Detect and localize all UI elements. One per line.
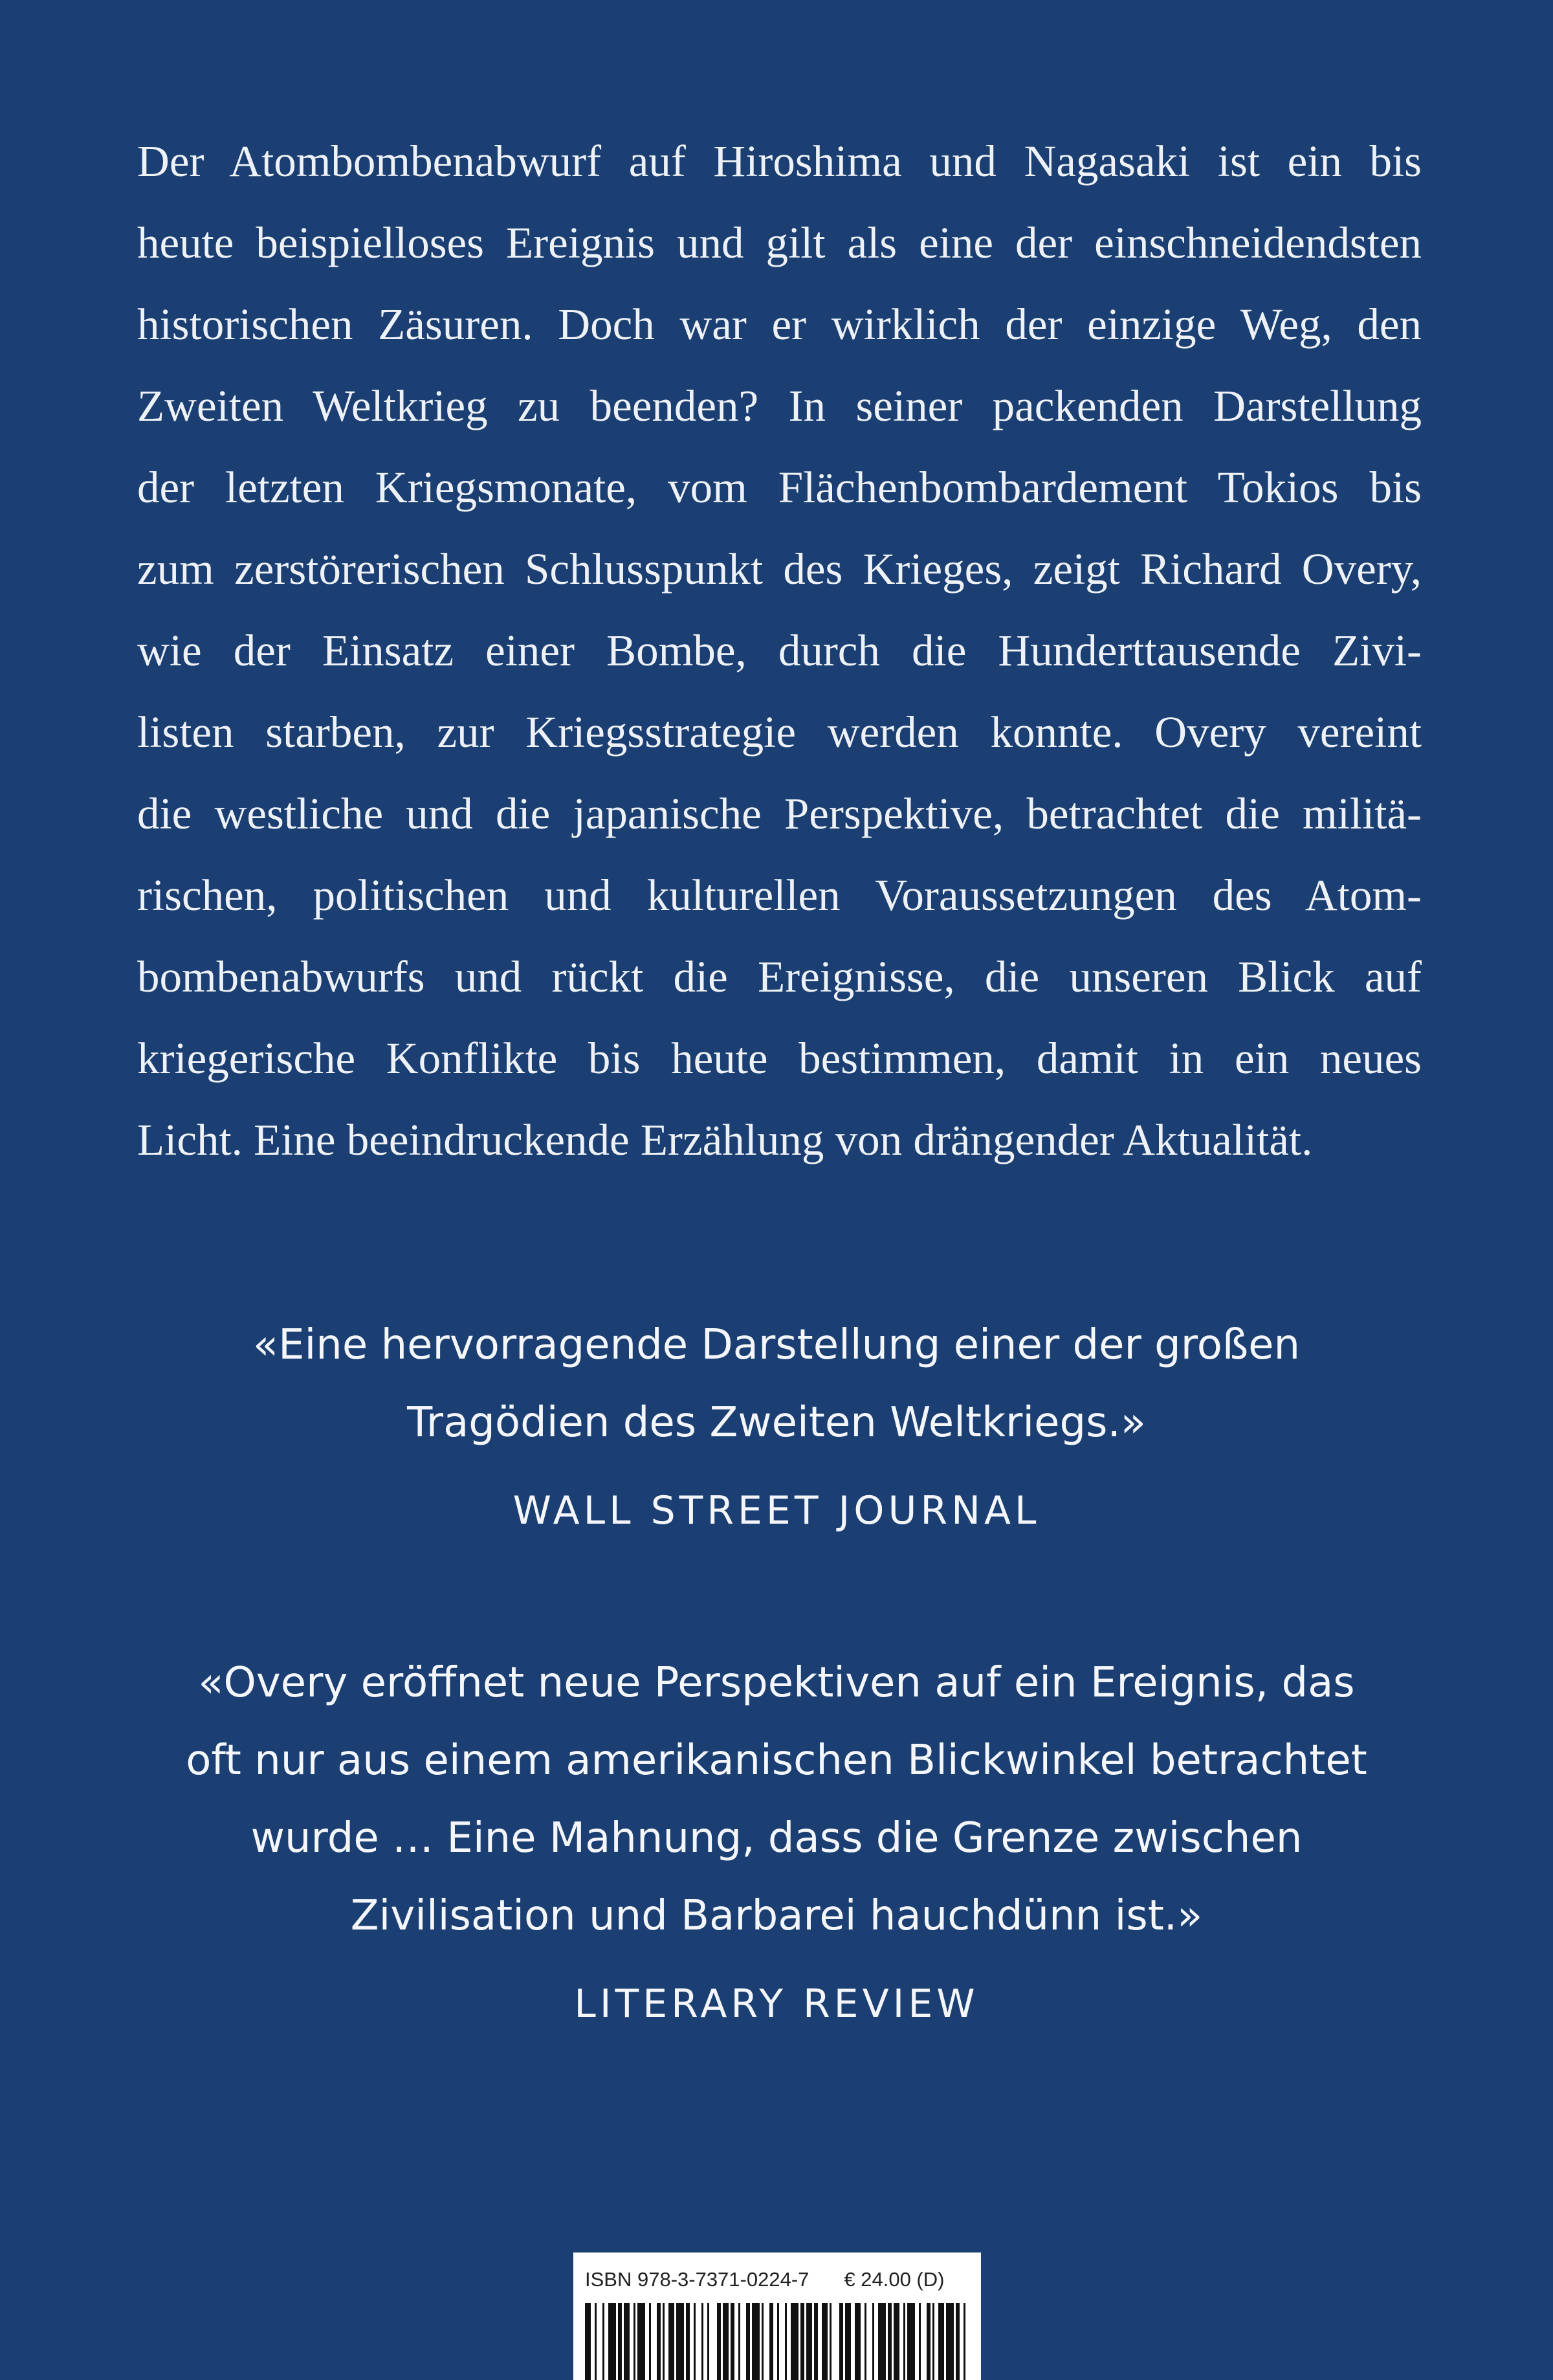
quote-line: «Eine hervorragende Darstellung einer der großen <box>252 1321 1301 1369</box>
blurb-line: historischen Zäsuren. Doch war er wirklich der einzige Weg, den <box>137 300 1422 349</box>
blurb-line: zum zerstörerischen Schlusspunkt des Krieges, zeigt Richard Overy, <box>137 544 1422 594</box>
blurb-line: Der Atombombenabwurf auf Hiroshima und Nagasaki ist ein bis <box>137 137 1422 186</box>
blurb-line: heute beispielloses Ereignis und gilt als eine der einschneidendsten <box>137 218 1422 267</box>
review-quote-literary-review <box>0 1644 1553 2030</box>
barcode-icon <box>585 2303 969 2380</box>
blurb-text <box>137 120 1422 1181</box>
blurb-line: die westliche und die japanische Perspektive, betrachtet die militä- <box>137 789 1422 838</box>
quote-source: WALL STREET JOURNAL <box>512 1488 1041 1533</box>
blurb-line: bombenabwurfs und rückt die Ereignisse, die unseren Blick auf <box>137 952 1422 1001</box>
isbn-line <box>585 2267 944 2293</box>
blurb-line: Zweiten Weltkrieg zu beenden? In seiner packenden Darstellung <box>137 381 1422 430</box>
blurb-line: rischen, politischen und kulturellen Voraussetzungen des Atom- <box>137 871 1422 920</box>
quote-line: oft nur aus einem amerikanischen Blickwinkel betrachtet <box>186 1737 1367 1785</box>
isbn-number: ISBN 978-3-7371-0224-7 <box>585 2268 810 2291</box>
quote-line: «Overy eröffnet neue Perspektiven auf ein Ereignis, das <box>198 1659 1355 1707</box>
quote-source: LITERARY REVIEW <box>574 1981 979 2027</box>
blurb-line: Licht. Eine beeindruckende Erzählung von drängender Aktualität. <box>137 1115 1313 1164</box>
review-quote-wsj <box>0 1306 1553 1537</box>
blurb-line: kriegerische Konflikte bis heute bestimmen, damit in ein neues <box>137 1034 1422 1083</box>
quote-line: Tragödien des Zweiten Weltkriegs.» <box>407 1399 1146 1447</box>
quote-line: Zivilisation und Barbarei hauchdünn ist.» <box>350 1892 1203 1940</box>
blurb-line: wie der Einsatz einer Bombe, durch die Hunderttausende Zivi- <box>137 626 1422 675</box>
price-label: € 24.00 (D) <box>844 2268 945 2291</box>
quote-line: wurde … Eine Mahnung, dass die Grenze zwischen <box>250 1814 1303 1862</box>
blurb-line: listen starben, zur Kriegsstrategie werden konnte. Overy vereint <box>137 707 1422 757</box>
blurb-line: der letzten Kriegsmonate, vom Flächenbombardement Tokios bis <box>137 463 1422 512</box>
isbn-barcode-box <box>573 2252 981 2380</box>
